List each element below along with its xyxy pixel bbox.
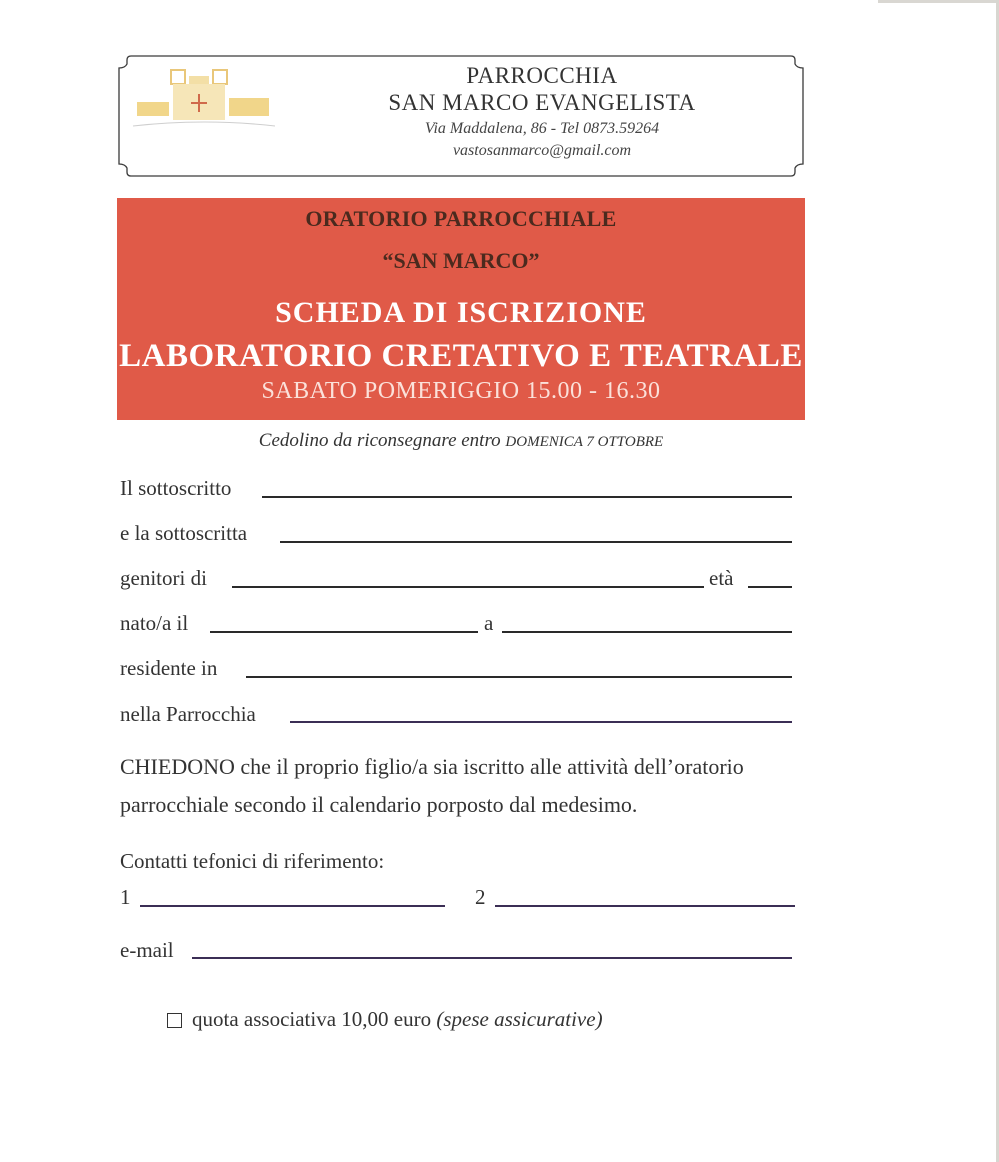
field-parrocchia-line[interactable] [290, 721, 792, 723]
banner-title-line1: SCHEDA DI ISCRIZIONE [275, 296, 647, 329]
title-banner [117, 198, 805, 420]
field-genitori-line[interactable] [232, 586, 704, 588]
scan-edge-top [878, 0, 999, 3]
label-genitori: genitori di [120, 566, 207, 590]
label-sottoscritta: e la sottoscritta [120, 521, 248, 545]
parish-email: vastosanmarco@gmail.com [452, 142, 632, 159]
field-luogo-nascita-line[interactable] [502, 631, 792, 633]
parish-header [117, 54, 805, 178]
label-eta: età [709, 566, 734, 590]
quota-text: quota associativa 10,00 euro [192, 1007, 437, 1031]
parish-name-line2: SAN MARCO EVANGELISTA [388, 90, 696, 115]
parish-name-line1: PARROCCHIA [466, 63, 618, 88]
field-sottoscritta-line[interactable] [280, 541, 792, 543]
label-nato: nato/a il [120, 611, 189, 635]
contact-1-line[interactable] [140, 905, 445, 907]
label-parrocchia: nella Parrocchia [120, 702, 256, 726]
field-sottoscritto-line[interactable] [262, 496, 792, 498]
email-label: e-mail [120, 938, 174, 962]
label-a: a [484, 611, 494, 635]
banner-title-line2: LABORATORIO CRETATIVO E TEATRALE [119, 338, 803, 374]
field-eta-line[interactable] [748, 586, 792, 588]
quota-note: (spese assicurative) [436, 1007, 603, 1031]
contact-2-label: 2 [475, 885, 486, 909]
quota-checkbox[interactable] [167, 1013, 182, 1028]
request-paragraph: CHIEDONO che il proprio figlio/a sia iscritto alle attività dell’oratorio parrocchiale secondo il calendario porposto dal medesimo. [120, 754, 744, 817]
contact-2-line[interactable] [495, 905, 795, 907]
return-note [117, 430, 805, 452]
church-castle-logo-icon [129, 68, 279, 138]
contacts-label: Contatti tefonici di riferimento: [120, 849, 385, 873]
field-residente-line[interactable] [246, 676, 792, 678]
return-note-text: Cedolino da riconsegnare entro [258, 430, 506, 451]
contact-1-label: 1 [120, 885, 131, 909]
banner-san-marco: “SAN MARCO” [382, 248, 540, 273]
email-line[interactable] [192, 957, 792, 959]
header-text [367, 62, 717, 162]
return-deadline: DOMENICA 7 OTTOBRE [505, 434, 664, 450]
banner-oratorio: ORATORIO PARROCCHIALE [305, 206, 617, 231]
label-sottoscritto: Il sottoscritto [120, 476, 232, 500]
label-residente: residente in [120, 656, 218, 680]
parish-address: Via Maddalena, 86 - Tel 0873.59264 [424, 120, 660, 137]
quota-label [192, 1007, 603, 1032]
banner-time: SABATO POMERIGGIO 15.00 - 16.30 [261, 378, 661, 404]
field-nato-il-line[interactable] [210, 631, 478, 633]
